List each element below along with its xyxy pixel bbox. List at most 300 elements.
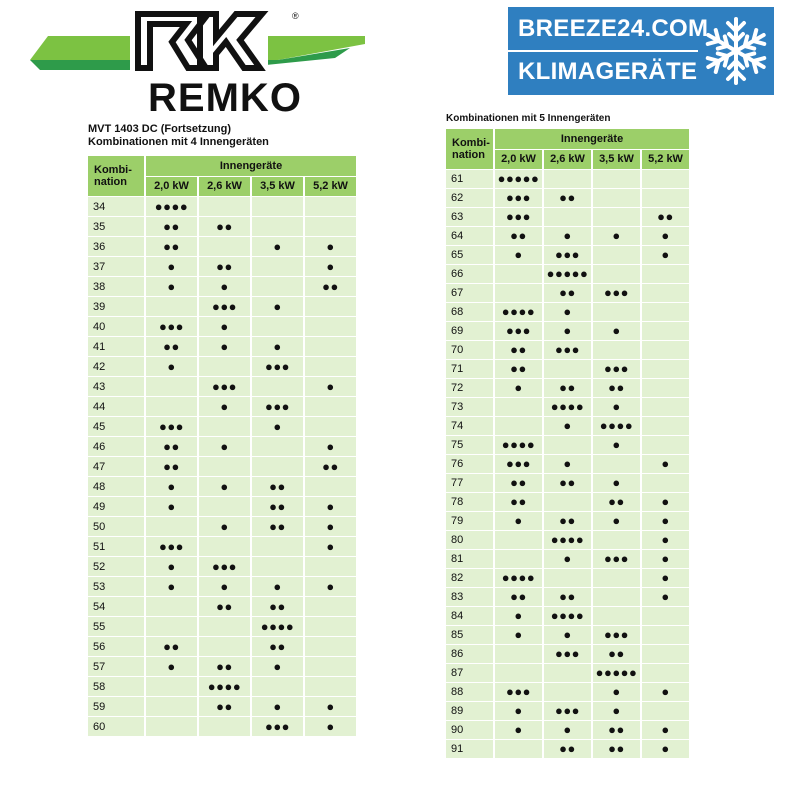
unit-count-cell — [495, 208, 542, 226]
unit-dots: ●●● — [603, 551, 630, 566]
table-row — [88, 417, 356, 436]
unit-count-cell — [544, 493, 591, 511]
unit-dots: ● — [661, 513, 670, 528]
combination-number-text: 79 — [451, 515, 464, 527]
unit-count-cell — [544, 531, 591, 549]
unit-dots: ●● — [216, 218, 233, 234]
combination-number-text: 84 — [451, 610, 464, 622]
unit-count-cell — [593, 493, 640, 511]
right-section-title: Kombinationen mit 5 Innengeräten — [446, 113, 611, 124]
table-row — [446, 550, 689, 568]
combination-number — [446, 683, 493, 701]
unit-count-cell — [593, 569, 640, 587]
combination-number — [88, 337, 144, 356]
combination-number-text: 87 — [451, 667, 464, 679]
unit-count-cell — [495, 455, 542, 473]
unit-count-cell — [305, 277, 356, 296]
combination-number — [88, 497, 144, 516]
combination-number-text: 53 — [93, 580, 106, 593]
unit-count-cell — [252, 437, 303, 456]
unit-dots: ●● — [657, 209, 674, 224]
unit-count-cell — [593, 379, 640, 397]
unit-dots: ● — [326, 438, 335, 454]
unit-dots: ● — [514, 380, 523, 395]
unit-count-cell — [642, 588, 689, 606]
combination-number-text: 71 — [451, 363, 464, 375]
unit-dots: ● — [563, 722, 572, 737]
komb-header-label: Kombi- nation — [94, 164, 132, 188]
unit-count-cell — [495, 569, 542, 587]
combination-number-text: 41 — [93, 340, 106, 353]
unit-count-cell — [199, 397, 250, 416]
table-row — [88, 357, 356, 376]
unit-dots: ●●●●● — [497, 171, 540, 186]
unit-count-cell — [146, 717, 197, 736]
unit-dots: ● — [563, 418, 572, 433]
unit-count-cell — [544, 474, 591, 492]
unit-count-cell — [642, 740, 689, 758]
unit-dots: ●●●● — [550, 608, 585, 623]
unit-count-cell — [642, 683, 689, 701]
unit-count-cell — [146, 217, 197, 236]
unit-count-cell — [305, 697, 356, 716]
unit-count-cell — [199, 217, 250, 236]
unit-count-cell — [199, 537, 250, 556]
unit-count-cell — [495, 303, 542, 321]
unit-count-cell — [495, 341, 542, 359]
table-row — [88, 297, 356, 316]
unit-count-cell — [593, 208, 640, 226]
combination-number — [446, 379, 493, 397]
table-row — [88, 717, 356, 736]
komb-header — [88, 156, 144, 196]
table-row — [446, 455, 689, 473]
unit-count-cell — [544, 379, 591, 397]
combination-number-text: 75 — [451, 439, 464, 451]
unit-count-cell — [593, 341, 640, 359]
combination-number-text: 77 — [451, 477, 464, 489]
unit-dots: ●●●● — [501, 304, 536, 319]
combination-number-text: 51 — [93, 540, 106, 553]
unit-count-cell — [593, 436, 640, 454]
unit-dots: ● — [514, 513, 523, 528]
combination-number-text: 35 — [93, 220, 106, 233]
unit-count-cell — [146, 197, 197, 216]
unit-dots: ●● — [510, 342, 527, 357]
unit-count-cell — [199, 317, 250, 336]
unit-dots: ●●● — [211, 558, 238, 574]
unit-dots: ●● — [269, 638, 286, 654]
unit-count-cell — [544, 227, 591, 245]
combination-number — [446, 664, 493, 682]
unit-count-cell — [642, 246, 689, 264]
unit-count-cell — [544, 189, 591, 207]
combination-number-text: 40 — [93, 320, 106, 333]
unit-dots: ●● — [608, 494, 625, 509]
unit-dots: ● — [326, 578, 335, 594]
unit-dots: ● — [273, 238, 282, 254]
table-row — [446, 284, 689, 302]
unit-count-cell — [495, 607, 542, 625]
unit-count-cell — [544, 721, 591, 739]
unit-count-cell — [593, 588, 640, 606]
unit-count-cell — [305, 597, 356, 616]
unit-dots: ●●● — [264, 358, 291, 374]
unit-count-cell — [495, 284, 542, 302]
combination-number-text: 65 — [451, 249, 464, 261]
combination-number — [88, 237, 144, 256]
combination-number — [446, 417, 493, 435]
combination-number — [446, 265, 493, 283]
unit-dots: ● — [612, 399, 621, 414]
unit-dots: ●● — [216, 698, 233, 714]
unit-dots: ● — [612, 228, 621, 243]
unit-count-cell — [642, 607, 689, 625]
unit-count-cell — [252, 237, 303, 256]
combination-number-text: 45 — [93, 420, 106, 433]
table-row — [446, 740, 689, 758]
unit-count-cell — [642, 436, 689, 454]
combination-number — [446, 303, 493, 321]
unit-count-cell — [642, 208, 689, 226]
unit-count-cell — [642, 550, 689, 568]
unit-dots: ● — [661, 570, 670, 585]
combination-number-text: 42 — [93, 360, 106, 373]
unit-count-cell — [544, 398, 591, 416]
unit-count-cell — [146, 417, 197, 436]
combination-number — [88, 277, 144, 296]
unit-count-cell — [495, 398, 542, 416]
unit-count-cell — [593, 664, 640, 682]
combination-number-text: 73 — [451, 401, 464, 413]
col-header-3-5-kw: 3,5 kW — [252, 177, 303, 197]
unit-dots: ●● — [163, 218, 180, 234]
combination-number — [88, 317, 144, 336]
unit-dots: ●● — [608, 646, 625, 661]
unit-count-cell — [252, 637, 303, 656]
col-header-2-0-kw: 2,0 kW — [146, 177, 197, 197]
unit-dots: ●●●● — [599, 418, 634, 433]
unit-dots: ● — [220, 578, 229, 594]
unit-count-cell — [593, 474, 640, 492]
combination-number — [88, 697, 144, 716]
unit-count-cell — [593, 284, 640, 302]
table-row — [88, 457, 356, 476]
unit-dots: ● — [661, 589, 670, 604]
unit-count-cell — [544, 683, 591, 701]
unit-count-cell — [642, 303, 689, 321]
combination-number — [88, 577, 144, 596]
unit-count-cell — [593, 170, 640, 188]
col-header-2-0-kw: 2,0 kW — [495, 150, 542, 170]
unit-count-cell — [146, 437, 197, 456]
combination-number — [88, 457, 144, 476]
unit-dots: ●●● — [554, 342, 581, 357]
table-row — [88, 657, 356, 676]
unit-dots: ●● — [510, 589, 527, 604]
combination-number-text: 37 — [93, 260, 106, 273]
combination-number-text: 70 — [451, 344, 464, 356]
unit-dots: ● — [661, 684, 670, 699]
unit-count-cell — [495, 170, 542, 188]
unit-count-cell — [252, 397, 303, 416]
combination-number-text: 50 — [93, 520, 106, 533]
combination-number — [446, 436, 493, 454]
unit-count-cell — [544, 607, 591, 625]
unit-dots: ●●● — [505, 323, 532, 338]
unit-dots: ●●●● — [501, 570, 536, 585]
unit-count-cell — [305, 637, 356, 656]
unit-count-cell — [146, 397, 197, 416]
unit-count-cell — [544, 645, 591, 663]
col-header-5-2-kw: 5,2 kW — [642, 150, 689, 170]
combination-number-text: 86 — [451, 648, 464, 660]
combinations-5-table — [444, 128, 691, 759]
combination-number — [446, 227, 493, 245]
unit-dots: ●●●●● — [595, 665, 638, 680]
combination-number — [446, 170, 493, 188]
combination-number-text: 74 — [451, 420, 464, 432]
unit-count-cell — [252, 357, 303, 376]
unit-count-cell — [199, 337, 250, 356]
unit-dots: ●● — [322, 278, 339, 294]
combination-number — [446, 360, 493, 378]
unit-count-cell — [252, 277, 303, 296]
unit-dots: ● — [563, 304, 572, 319]
unit-dots: ● — [273, 418, 282, 434]
unit-count-cell — [495, 436, 542, 454]
combination-number — [446, 322, 493, 340]
innengeraete-header: Innengeräte — [495, 129, 689, 149]
unit-count-cell — [252, 697, 303, 716]
combination-number-text: 69 — [451, 325, 464, 337]
col-header-2-6-kw: 2,6 kW — [199, 177, 250, 197]
combination-number — [88, 517, 144, 536]
unit-count-cell — [305, 297, 356, 316]
unit-dots: ●● — [608, 722, 625, 737]
unit-dots: ●● — [163, 638, 180, 654]
combination-number — [88, 557, 144, 576]
combination-number-text: 52 — [93, 560, 106, 573]
unit-count-cell — [252, 377, 303, 396]
unit-count-cell — [146, 537, 197, 556]
unit-count-cell — [252, 297, 303, 316]
unit-count-cell — [305, 317, 356, 336]
combination-number-text: 57 — [93, 660, 106, 673]
combination-number-text: 72 — [451, 382, 464, 394]
unit-dots: ●●●● — [550, 532, 585, 547]
unit-dots: ● — [273, 698, 282, 714]
combination-number-text: 47 — [93, 460, 106, 473]
combination-number — [446, 512, 493, 530]
innengeraete-header: Innengeräte — [146, 156, 356, 176]
unit-dots: ● — [563, 456, 572, 471]
unit-count-cell — [544, 208, 591, 226]
unit-count-cell — [544, 246, 591, 264]
table-row — [446, 398, 689, 416]
unit-dots: ●●● — [603, 361, 630, 376]
table-row — [446, 721, 689, 739]
table-row — [446, 322, 689, 340]
unit-count-cell — [642, 664, 689, 682]
table-row — [446, 531, 689, 549]
combination-number — [88, 217, 144, 236]
unit-dots: ● — [220, 518, 229, 534]
unit-count-cell — [544, 550, 591, 568]
unit-dots: ●●● — [554, 646, 581, 661]
combination-number — [88, 257, 144, 276]
unit-count-cell — [199, 277, 250, 296]
unit-count-cell — [593, 740, 640, 758]
unit-count-cell — [495, 550, 542, 568]
unit-dots: ● — [167, 658, 176, 674]
unit-dots: ●●● — [158, 538, 185, 554]
unit-dots: ● — [514, 722, 523, 737]
unit-count-cell — [252, 477, 303, 496]
unit-dots: ●● — [559, 741, 576, 756]
unit-dots: ● — [326, 538, 335, 554]
unit-dots: ● — [514, 627, 523, 642]
combination-number — [88, 357, 144, 376]
unit-dots: ●●●●● — [546, 266, 589, 281]
unit-count-cell — [305, 497, 356, 516]
unit-count-cell — [544, 626, 591, 644]
unit-count-cell — [642, 569, 689, 587]
unit-count-cell — [642, 512, 689, 530]
banner-subtitle: KLIMAGERÄTE — [518, 58, 698, 85]
unit-count-cell — [252, 457, 303, 476]
unit-dots: ● — [661, 456, 670, 471]
unit-count-cell — [252, 217, 303, 236]
unit-dots: ●●● — [505, 190, 532, 205]
combination-number — [88, 537, 144, 556]
unit-count-cell — [544, 588, 591, 606]
unit-count-cell — [642, 721, 689, 739]
table-row — [446, 645, 689, 663]
unit-count-cell — [146, 697, 197, 716]
unit-count-cell — [495, 227, 542, 245]
unit-count-cell — [305, 237, 356, 256]
unit-count-cell — [495, 626, 542, 644]
komb-header-label: Kombi- nation — [452, 137, 490, 161]
unit-count-cell — [199, 477, 250, 496]
unit-dots: ● — [220, 398, 229, 414]
unit-count-cell — [544, 265, 591, 283]
unit-dots: ●● — [608, 741, 625, 756]
table-row — [88, 537, 356, 556]
unit-dots: ●● — [216, 658, 233, 674]
unit-dots: ● — [220, 278, 229, 294]
unit-count-cell — [199, 377, 250, 396]
unit-count-cell — [593, 512, 640, 530]
unit-count-cell — [593, 607, 640, 625]
unit-dots: ● — [563, 551, 572, 566]
unit-count-cell — [593, 531, 640, 549]
table-row — [446, 341, 689, 359]
unit-count-cell — [544, 170, 591, 188]
unit-count-cell — [146, 517, 197, 536]
unit-count-cell — [593, 360, 640, 378]
unit-count-cell — [593, 683, 640, 701]
combination-number — [446, 341, 493, 359]
unit-count-cell — [544, 341, 591, 359]
table-row — [446, 664, 689, 682]
unit-dots: ● — [661, 228, 670, 243]
table-row — [88, 317, 356, 336]
unit-count-cell — [495, 531, 542, 549]
unit-dots: ●● — [559, 513, 576, 528]
unit-count-cell — [146, 257, 197, 276]
unit-dots: ●● — [163, 438, 180, 454]
combination-number — [446, 246, 493, 264]
combination-number — [88, 437, 144, 456]
unit-count-cell — [495, 664, 542, 682]
combination-number — [88, 617, 144, 636]
combination-number-text: 49 — [93, 500, 106, 513]
unit-dots: ●● — [559, 475, 576, 490]
combination-number — [446, 189, 493, 207]
unit-count-cell — [544, 360, 591, 378]
combination-number-text: 58 — [93, 680, 106, 693]
unit-count-cell — [199, 357, 250, 376]
unit-dots: ● — [326, 258, 335, 274]
unit-count-cell — [146, 317, 197, 336]
unit-count-cell — [593, 626, 640, 644]
unit-count-cell — [199, 197, 250, 216]
banner-site-name: BREEZE24.COM — [518, 15, 709, 42]
table-row — [88, 237, 356, 256]
unit-count-cell — [199, 437, 250, 456]
combination-number — [88, 717, 144, 736]
unit-dots: ●● — [163, 458, 180, 474]
unit-count-cell — [495, 721, 542, 739]
unit-count-cell — [305, 217, 356, 236]
combination-number-text: 46 — [93, 440, 106, 453]
table-row — [88, 497, 356, 516]
unit-dots: ● — [563, 228, 572, 243]
unit-count-cell — [642, 322, 689, 340]
unit-count-cell — [642, 455, 689, 473]
unit-count-cell — [642, 626, 689, 644]
unit-dots: ●● — [269, 498, 286, 514]
table-row — [88, 477, 356, 496]
combination-number-text: 80 — [451, 534, 464, 546]
combination-number-text: 44 — [93, 400, 106, 413]
combination-number-text: 90 — [451, 724, 464, 736]
table-row — [88, 337, 356, 356]
combination-number-text: 91 — [451, 743, 464, 755]
unit-count-cell — [495, 645, 542, 663]
unit-count-cell — [544, 740, 591, 758]
unit-count-cell — [593, 265, 640, 283]
combination-number-text: 85 — [451, 629, 464, 641]
unit-dots: ●●●● — [154, 198, 189, 214]
unit-count-cell — [642, 645, 689, 663]
unit-dots: ● — [661, 247, 670, 262]
combination-number — [446, 645, 493, 663]
unit-count-cell — [199, 237, 250, 256]
table-row — [446, 246, 689, 264]
combination-number — [446, 626, 493, 644]
unit-count-cell — [252, 517, 303, 536]
unit-dots: ●●● — [505, 684, 532, 699]
unit-dots: ● — [220, 478, 229, 494]
unit-count-cell — [305, 517, 356, 536]
combination-number — [88, 477, 144, 496]
unit-count-cell — [544, 417, 591, 435]
unit-dots: ●● — [510, 494, 527, 509]
unit-count-cell — [199, 417, 250, 436]
